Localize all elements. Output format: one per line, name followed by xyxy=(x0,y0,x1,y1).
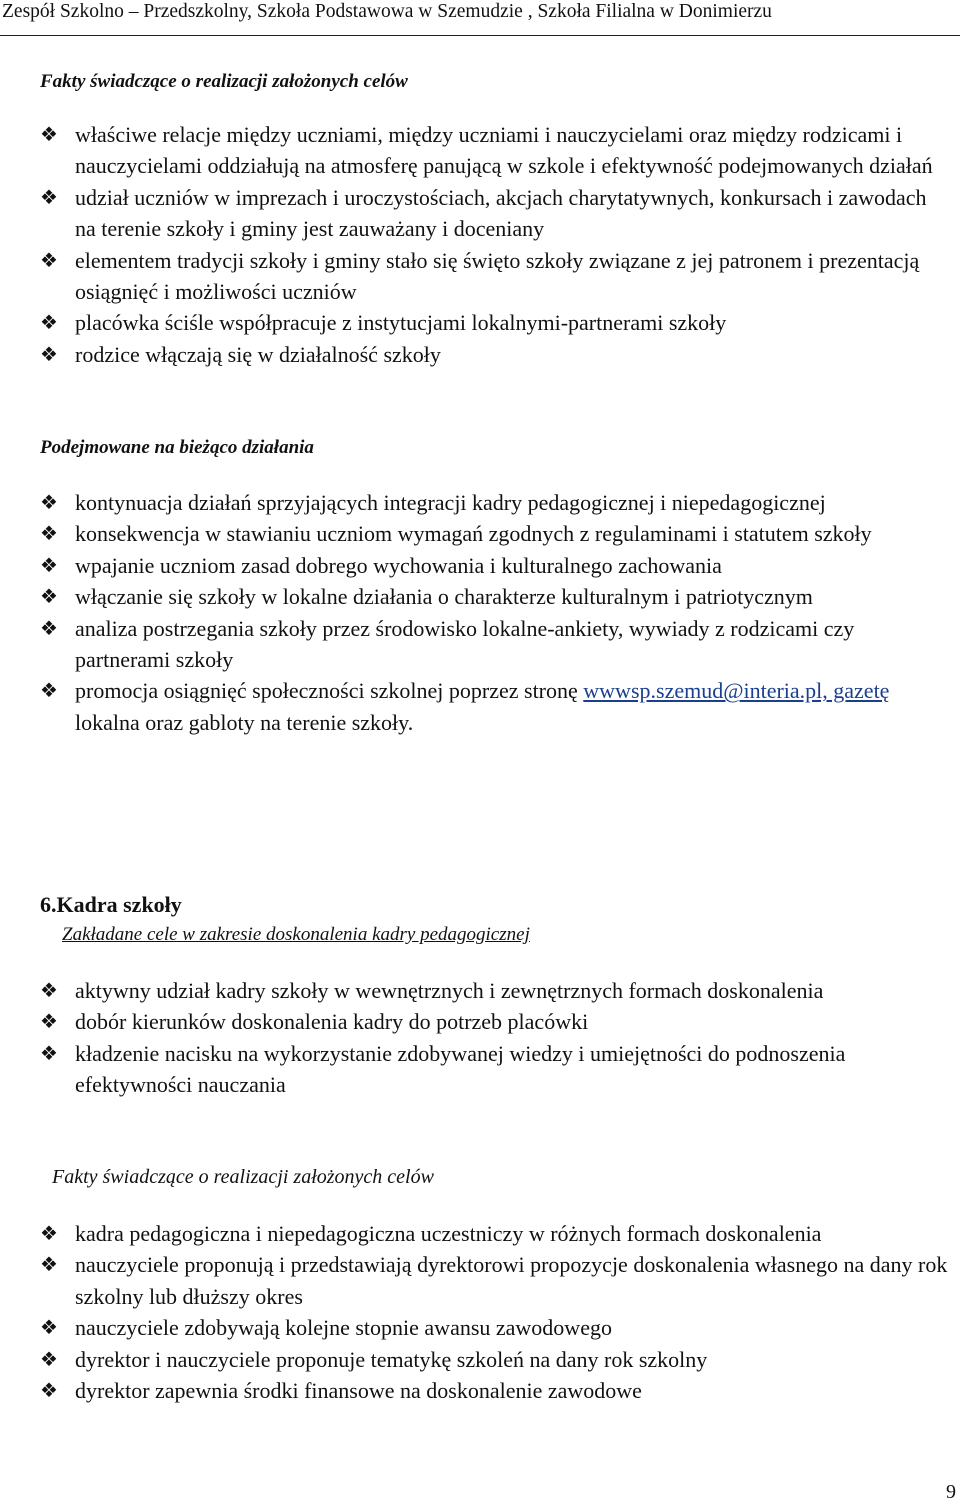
diamond-bullet-icon: ❖ xyxy=(40,584,58,609)
list-item: ❖ włączanie się szkoły w lokalne działania o charakterze kulturalnym i patriotycznym xyxy=(40,581,952,612)
website-link[interactable]: wwwsp.szemud@interia.pl, gazetę xyxy=(583,678,890,704)
staff-facts-list xyxy=(40,1218,952,1406)
list-item: ❖ analiza postrzegania szkoły przez środowisko lokalne-ankiety, wywiady z rodzicami czy partnerami szkoły xyxy=(40,613,952,676)
diamond-bullet-icon: ❖ xyxy=(40,1315,58,1340)
list-item: ❖ konsekwencja w stawianiu uczniom wymagań zgodnych z regulaminami i statutem szkoły xyxy=(40,518,952,549)
diamond-bullet-icon: ❖ xyxy=(40,490,58,514)
diamond-bullet-icon: ❖ xyxy=(40,310,58,335)
list-item: ❖ kontynuacja działań sprzyjających integracji kadry pedagogicznej i niepedagogicznej xyxy=(40,487,952,518)
list-item: ❖ promocja osiągnięć społeczności szkolnej poprzez stronę wwwsp.szemud@interia.pl, gazetę lokalna oraz gabloty na terenie szkoły. xyxy=(40,675,952,738)
diamond-bullet-icon: ❖ xyxy=(40,552,58,577)
diamond-bullet-icon: ❖ xyxy=(40,1040,58,1065)
list-item: ❖ aktywny udział kadry szkoły w wewnętrznych i zewnętrznych formach doskonalenia xyxy=(40,975,952,1006)
facts-list xyxy=(40,119,952,370)
diamond-bullet-icon: ❖ xyxy=(40,1378,58,1403)
list-item: ❖ rodzice włączają się w działalność szkoły xyxy=(40,339,952,370)
list-item: ❖ wpajanie uczniom zasad dobrego wychowania i kulturalnego zachowania xyxy=(40,550,952,581)
diamond-bullet-icon: ❖ xyxy=(40,1252,58,1277)
section-heading-facts-staff: Fakty świadczące o realizacji założonych celów xyxy=(52,1166,434,1188)
page-header xyxy=(0,0,960,36)
list-item: ❖ dyrektor zapewnia środki finansowe na doskonalenie zawodowe xyxy=(40,1375,952,1406)
list-item: ❖ właściwe relacje między uczniami, między uczniami i nauczycielami oraz między rodzicami i nauczycielami oddziałują na atmosferę panującą w szkole i efektywność podejmowanych działań xyxy=(40,119,952,182)
section-heading-ongoing: Podejmowane na bieżąco działania xyxy=(40,437,314,458)
list-item: ❖ placówka ściśle współpracuje z instytucjami lokalnymi-partnerami szkoły xyxy=(40,307,952,338)
diamond-bullet-icon: ❖ xyxy=(40,122,58,146)
list-item: ❖ udział uczniów w imprezach i uroczystościach, akcjach charytatywnych, konkursach i zawodach na terenie szkoły i gminy jest zauważany i doceniany xyxy=(40,182,952,245)
section-heading-goals: Zakładane cele w zakresie doskonalenia kadry pedagogicznej xyxy=(62,924,530,945)
goals-list xyxy=(40,975,952,1101)
chapter-title: 6.Kadra szkoły xyxy=(40,892,182,917)
list-item: ❖ kładzenie nacisku na wykorzystanie zdobywanej wiedzy i umiejętności do podnoszenia efektywności nauczania xyxy=(40,1038,952,1101)
ongoing-actions-list xyxy=(40,487,952,738)
list-item: ❖ dobór kierunków doskonalenia kadry do potrzeb placówki xyxy=(40,1006,952,1037)
section-heading-facts: Fakty świadczące o realizacji założonych celów xyxy=(40,71,408,92)
diamond-bullet-icon: ❖ xyxy=(40,521,58,546)
diamond-bullet-icon: ❖ xyxy=(40,1009,58,1034)
list-item: ❖ kadra pedagogiczna i niepedagogiczna uczestniczy w różnych formach doskonalenia xyxy=(40,1218,952,1249)
list-item: ❖ elementem tradycji szkoły i gminy stało się święto szkoły związane z jej patronem i prezentacją osiągnięć i możliwości uczniów xyxy=(40,245,952,308)
diamond-bullet-icon: ❖ xyxy=(40,1221,58,1245)
diamond-bullet-icon: ❖ xyxy=(40,341,58,366)
list-item: ❖ nauczyciele zdobywają kolejne stopnie awansu zawodowego xyxy=(40,1312,952,1343)
header-title: Zespół Szkolno – Przedszkolny, Szkoła Podstawowa w Szemudzie , Szkoła Filialna w Donimierzu xyxy=(2,1,772,22)
diamond-bullet-icon: ❖ xyxy=(40,978,58,1002)
diamond-bullet-icon: ❖ xyxy=(40,1346,58,1371)
page-number: 9 xyxy=(946,1481,956,1503)
diamond-bullet-icon: ❖ xyxy=(40,184,58,209)
list-item: ❖ dyrektor i nauczyciele proponuje tematykę szkoleń na dany rok szkolny xyxy=(40,1344,952,1375)
list-item: ❖ nauczyciele proponują i przedstawiają dyrektorowi propozycje doskonalenia własnego na dany rok szkolny lub dłuższy okres xyxy=(40,1249,952,1312)
diamond-bullet-icon: ❖ xyxy=(40,247,58,272)
diamond-bullet-icon: ❖ xyxy=(40,615,58,640)
diamond-bullet-icon: ❖ xyxy=(40,678,58,703)
